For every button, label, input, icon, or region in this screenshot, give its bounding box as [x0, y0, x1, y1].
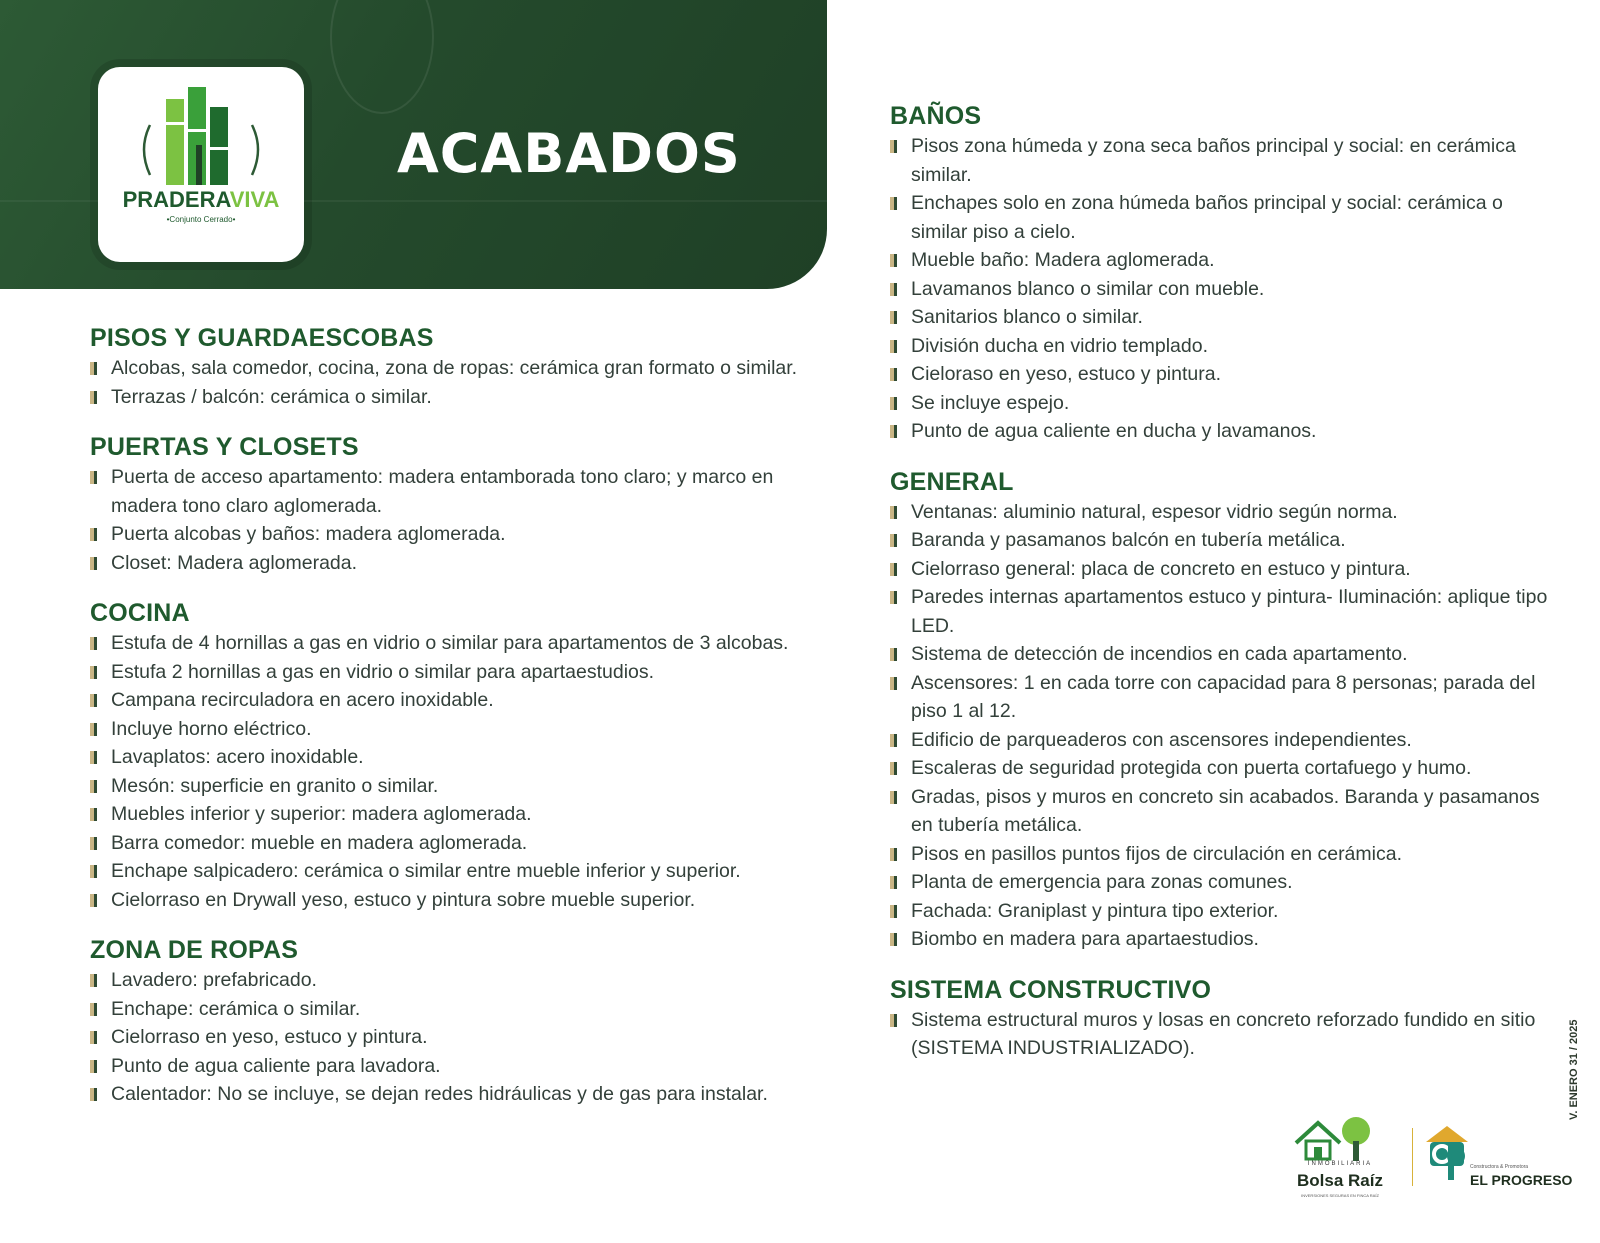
partner2-tagline: Constructora & Promotora	[1470, 1164, 1529, 1170]
list-item	[90, 772, 810, 801]
list-item	[890, 726, 1550, 755]
list-item-text: Cielorraso general: placa de concreto en estuco y pintura.	[911, 557, 1411, 580]
section-title: GENERAL	[890, 467, 1014, 496]
bullet-icon	[890, 563, 897, 576]
list-item-text: Mueble baño: Madera aglomerada.	[911, 249, 1215, 271]
list-item-text: Lavamanos blanco o similar con mueble.	[911, 277, 1265, 300]
list-item-text: Sistema estructural muros y losas en concreto reforzado fundido en sitio (SISTEMA INDUSTRIALIZADO).	[911, 1008, 1536, 1059]
list-item	[90, 1052, 810, 1081]
bullet-icon	[90, 1003, 97, 1016]
bullet-icon	[90, 1088, 97, 1101]
partner1-tagline: INVERSIONES SEGURAS EN FINCA RAÍZ	[1301, 1193, 1379, 1198]
list-item-text: Terrazas / balcón: cerámica o similar.	[111, 385, 432, 408]
partner-divider	[1412, 1128, 1413, 1186]
bullet-icon	[90, 894, 97, 907]
el-progreso-emblem-icon	[1422, 1122, 1472, 1194]
list-item	[890, 132, 1550, 189]
bullet-icon	[90, 557, 97, 570]
list-item-text: Puerta de acceso apartamento: madera entamborada tono claro; y marco en madera tono claro aglomerada.	[111, 466, 774, 517]
logo-card	[98, 67, 304, 262]
bullet-icon	[890, 425, 897, 438]
bullet-icon	[890, 1014, 897, 1027]
list-item	[90, 549, 810, 578]
bullet-icon	[90, 1031, 97, 1044]
list-item	[890, 783, 1550, 840]
section-pisos-y-guardaescobas	[90, 322, 810, 411]
list-item	[890, 275, 1550, 304]
bullet-icon	[890, 905, 897, 918]
bullet-icon	[90, 837, 97, 850]
list-item-text: Calentador: No se incluye, se dejan redes hidráulicas y de gas para instalar.	[111, 1083, 768, 1105]
list-item	[90, 354, 810, 383]
list-item-text: Closet: Madera aglomerada.	[111, 551, 358, 574]
bullet-icon	[90, 391, 97, 404]
version-label: V. ENERO 31 / 2025	[1568, 1019, 1580, 1120]
list-item	[890, 417, 1550, 446]
list-item	[890, 555, 1550, 584]
bullet-icon	[90, 471, 97, 484]
list-item-text: Escaleras de seguridad protegida con puerta cortafuego y humo.	[911, 757, 1472, 779]
list-item-text: Ventanas: aluminio natural, espesor vidrio según norma.	[911, 500, 1398, 523]
section-list	[90, 354, 810, 411]
list-item-text: Pisos en pasillos puntos fijos de circulación en cerámica.	[911, 842, 1402, 865]
logo-subtitle: •Conjunto Cerrado•	[166, 215, 236, 224]
list-item-text: Incluye horno eléctrico.	[111, 717, 312, 740]
bullet-icon	[90, 974, 97, 987]
list-item-text: Campana recirculadora en acero inoxidable.	[111, 689, 494, 711]
partner-logo-bolsa-raiz	[1290, 1113, 1390, 1203]
list-item	[890, 669, 1550, 726]
section-title: ZONA DE ROPAS	[90, 936, 299, 964]
list-item	[890, 840, 1550, 869]
list-item-text: Cielorraso en yeso, estuco y pintura.	[111, 1026, 428, 1048]
section-title: PISOS Y GUARDAESCOBAS	[90, 324, 434, 352]
list-item	[90, 857, 810, 886]
list-item	[890, 360, 1550, 389]
list-item	[90, 520, 810, 549]
list-item-text: Estufa de 4 hornillas a gas en vidrio o similar para apartamentos de 3 alcobas.	[111, 632, 789, 654]
list-item-text: Enchape: cerámica o similar.	[111, 997, 361, 1020]
bullet-icon	[890, 368, 897, 381]
bullet-icon	[90, 865, 97, 878]
list-item	[890, 925, 1550, 954]
section-title: COCINA	[90, 599, 190, 627]
section-list	[90, 966, 810, 1109]
bullet-icon	[890, 254, 897, 267]
list-item-text: Cielorraso en Drywall yeso, estuco y pintura sobre mueble superior.	[111, 888, 696, 911]
logo-name-viva: VIVA	[229, 187, 280, 212]
list-item-text: Lavaplatos: acero inoxidable.	[111, 746, 364, 768]
praderaviva-logo	[98, 67, 304, 262]
bullet-icon	[90, 637, 97, 650]
bullet-icon	[890, 140, 897, 153]
section-sistema-constructivo	[890, 974, 1550, 1063]
list-item	[90, 886, 810, 915]
list-item-text: Estufa 2 hornillas a gas en vidrio o similar para apartaestudios.	[111, 660, 655, 683]
list-item-text: Se incluye espejo.	[911, 391, 1070, 414]
partner2-name: EL PROGRESO	[1470, 1172, 1573, 1188]
bullet-icon	[90, 666, 97, 679]
list-item-text: Barra comedor: mueble en madera aglomerada.	[111, 831, 528, 854]
left-column	[90, 322, 810, 1129]
bullet-icon	[890, 933, 897, 946]
header-banner	[0, 0, 827, 289]
list-item	[90, 658, 810, 687]
list-item-text: Punto de agua caliente para lavadora.	[111, 1054, 441, 1077]
list-item	[90, 800, 810, 829]
list-item	[890, 640, 1550, 669]
bullet-icon	[890, 506, 897, 519]
section-list	[890, 132, 1550, 446]
list-item	[90, 743, 810, 772]
list-item	[890, 246, 1550, 275]
bullet-icon	[890, 791, 897, 804]
logo-name-pradera: PRADERA	[122, 187, 230, 212]
list-item	[90, 463, 810, 520]
partner1-line1: INMOBILIARIA	[1307, 1161, 1373, 1167]
section-title: BAÑOS	[890, 102, 982, 130]
bullet-icon	[90, 780, 97, 793]
list-item	[90, 1023, 810, 1052]
list-item	[890, 897, 1550, 926]
list-item	[890, 583, 1550, 640]
list-item-text: Mesón: superficie en granito o similar.	[111, 774, 439, 797]
list-item	[890, 1006, 1550, 1063]
list-item-text: Enchapes solo en zona húmeda baños principal y social: cerámica o similar piso a cielo.	[911, 192, 1503, 243]
section-general	[890, 466, 1550, 954]
list-item-text: Biombo en madera para apartaestudios.	[911, 928, 1259, 950]
section-title: PUERTAS Y CLOSETS	[90, 433, 359, 461]
partner1-line2: Bolsa Raíz	[1297, 1171, 1383, 1190]
list-item	[890, 189, 1550, 246]
list-item-text: Muebles inferior y superior: madera aglomerada.	[111, 803, 532, 825]
bullet-icon	[890, 397, 897, 410]
list-item	[890, 754, 1550, 783]
list-item	[90, 995, 810, 1024]
list-item-text: Puerta alcobas y baños: madera aglomerada.	[111, 523, 506, 545]
bullet-icon	[890, 648, 897, 661]
bullet-icon	[890, 848, 897, 861]
section-list	[90, 463, 810, 577]
list-item	[90, 715, 810, 744]
bullet-icon	[890, 677, 897, 690]
list-item	[90, 1080, 810, 1109]
list-item	[90, 966, 810, 995]
bullet-icon	[890, 283, 897, 296]
list-item	[90, 686, 810, 715]
list-item-text: Edificio de parqueaderos con ascensores independientes.	[911, 728, 1412, 751]
bullet-icon	[890, 340, 897, 353]
list-item-text: Paredes internas apartamentos estuco y pintura- Iluminación: aplique tipo LED.	[911, 586, 1548, 637]
list-item-text: Planta de emergencia para zonas comunes.	[911, 871, 1293, 893]
list-item	[890, 868, 1550, 897]
list-item-text: Ascensores: 1 en cada torre con capacidad para 8 personas; parada del piso 1 al 12.	[911, 671, 1536, 722]
partner-logo-el-progreso	[1422, 1122, 1582, 1194]
page-title: ACABADOS	[397, 122, 741, 185]
list-item	[890, 303, 1550, 332]
list-item-text: Cieloraso en yeso, estuco y pintura.	[911, 363, 1222, 385]
list-item-text: Fachada: Graniplast y pintura tipo exterior.	[911, 899, 1279, 922]
list-item	[90, 629, 810, 658]
list-item-text: Pisos zona húmeda y zona seca baños principal y social: en cerámica similar.	[911, 135, 1516, 186]
list-item-text: Lavadero: prefabricado.	[111, 969, 317, 991]
bullet-icon	[890, 197, 897, 210]
bullet-icon	[890, 534, 897, 547]
section-list	[890, 498, 1550, 954]
section-zona-de-ropas	[90, 934, 810, 1109]
list-item	[90, 383, 810, 412]
bullet-icon	[90, 751, 97, 764]
bullet-icon	[90, 694, 97, 707]
list-item-text: División ducha en vidrio templado.	[911, 334, 1208, 357]
list-item	[890, 389, 1550, 418]
house-tree-icon	[1290, 1113, 1390, 1163]
section-baños	[890, 100, 1550, 446]
list-item	[890, 332, 1550, 361]
bullet-icon	[90, 808, 97, 821]
list-item	[90, 829, 810, 858]
svg-text:PRADERAVIVA	[123, 187, 280, 212]
list-item-text: Baranda y pasamanos balcón en tubería metálica.	[911, 529, 1346, 551]
bullet-icon	[890, 734, 897, 747]
bullet-icon	[90, 723, 97, 736]
list-item-text: Sanitarios blanco o similar.	[911, 306, 1143, 328]
list-item-text: Sistema de detección de incendios en cada apartamento.	[911, 643, 1408, 665]
list-item-text: Gradas, pisos y muros en concreto sin acabados. Baranda y pasamanos en tubería metálica.	[911, 785, 1540, 836]
bullet-icon	[890, 876, 897, 889]
bullet-icon	[90, 528, 97, 541]
section-list	[890, 1006, 1550, 1063]
section-puertas-y-closets	[90, 431, 810, 577]
section-title: SISTEMA CONSTRUCTIVO	[890, 975, 1212, 1004]
right-column	[890, 100, 1550, 1083]
bullet-icon	[90, 1060, 97, 1073]
section-list	[90, 629, 810, 914]
list-item-text: Enchape salpicadero: cerámica o similar entre mueble inferior y superior.	[111, 860, 741, 882]
bullet-icon	[890, 311, 897, 324]
list-item-text: Punto de agua caliente en ducha y lavamanos.	[911, 420, 1317, 442]
bullet-icon	[890, 762, 897, 775]
list-item-text: Alcobas, sala comedor, cocina, zona de ropas: cerámica gran formato o similar.	[111, 357, 798, 379]
bullet-icon	[90, 362, 97, 375]
list-item	[890, 498, 1550, 527]
section-cocina	[90, 597, 810, 914]
decorative-mirror-shape	[330, 0, 434, 114]
bullet-icon	[890, 591, 897, 604]
list-item	[890, 526, 1550, 555]
